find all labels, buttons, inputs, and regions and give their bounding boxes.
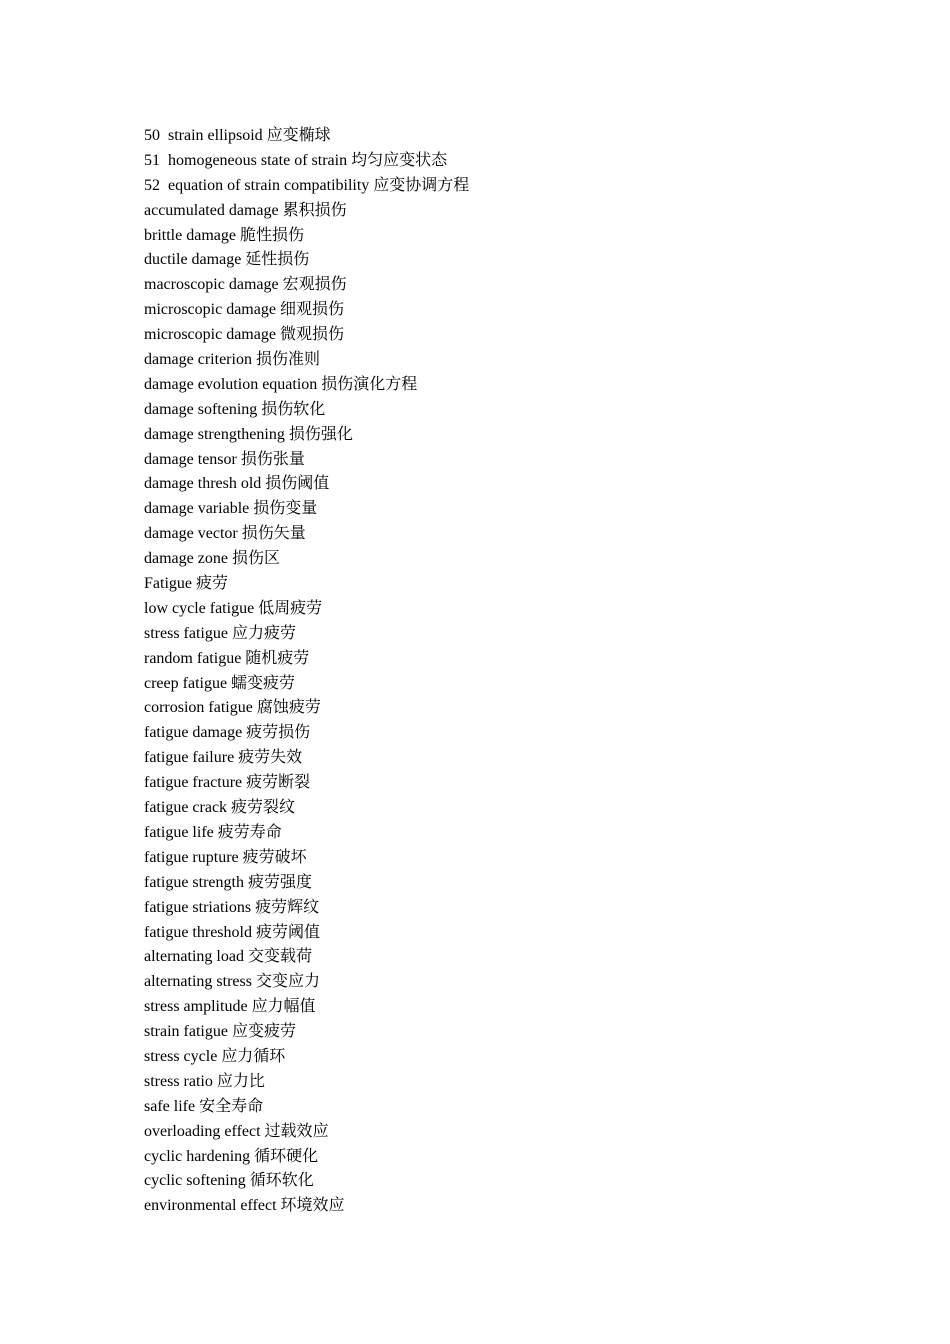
glossary-line: safe life 安全寿命	[144, 1097, 264, 1115]
glossary-line: overloading effect 过载效应	[144, 1122, 329, 1140]
glossary-line: 51 homogeneous state of strain 均匀应变状态	[144, 151, 448, 169]
glossary-line: alternating stress 交变应力	[144, 973, 320, 991]
glossary-line: stress ratio 应力比	[144, 1072, 265, 1090]
glossary-line: 52 equation of strain compatibility 应变协调方程	[144, 176, 470, 194]
glossary-line: accumulated damage 累积损伤	[144, 201, 347, 219]
glossary-line: Fatigue 疲劳	[144, 575, 228, 593]
glossary-line: cyclic hardening 循环硬化	[144, 1147, 319, 1165]
glossary-line: fatigue fracture 疲劳断裂	[144, 774, 311, 792]
glossary-line: stress fatigue 应力疲劳	[144, 624, 296, 642]
glossary-line: brittle damage 脆性损伤	[144, 226, 304, 244]
glossary-line: macroscopic damage 宏观损伤	[144, 276, 347, 294]
glossary-line: fatigue life 疲劳寿命	[144, 823, 282, 841]
glossary-line: damage strengthening 损伤强化	[144, 425, 353, 443]
glossary-line: alternating load 交变载荷	[144, 948, 312, 966]
glossary-line: 50 strain ellipsoid 应变椭球	[144, 127, 331, 144]
glossary-line: fatigue failure 疲劳失效	[144, 749, 303, 767]
glossary-line: cyclic softening 循环软化	[144, 1172, 314, 1190]
glossary-line: fatigue threshold 疲劳阈值	[144, 923, 320, 941]
glossary-line: microscopic damage 微观损伤	[144, 326, 344, 344]
glossary-line: stress amplitude 应力幅值	[144, 998, 316, 1016]
glossary-line: strain fatigue 应变疲劳	[144, 1023, 296, 1041]
glossary-line: stress cycle 应力循环	[144, 1047, 286, 1065]
glossary-line: microscopic damage 细观损伤	[144, 301, 344, 319]
glossary-line: fatigue rupture 疲劳破坏	[144, 848, 307, 866]
glossary-line: fatigue strength 疲劳强度	[144, 873, 312, 891]
glossary-line: damage criterion 损伤准则	[144, 351, 320, 369]
glossary-line: random fatigue 随机疲劳	[144, 649, 310, 667]
glossary-line: fatigue striations 疲劳辉纹	[144, 898, 320, 916]
glossary-line: damage thresh old 损伤阈值	[144, 475, 330, 493]
glossary-line: low cycle fatigue 低周疲劳	[144, 599, 323, 617]
glossary-line: damage softening 损伤软化	[144, 400, 326, 418]
glossary-line: creep fatigue 蠕变疲劳	[144, 674, 296, 692]
glossary-line: environmental effect 环境效应	[144, 1197, 345, 1215]
glossary-line: damage zone 损伤区	[144, 550, 280, 568]
glossary-line: damage tensor 损伤张量	[144, 450, 305, 468]
glossary-term-list	[144, 124, 469, 1219]
glossary-line: corrosion fatigue 腐蚀疲劳	[144, 699, 321, 717]
glossary-line: damage evolution equation 损伤演化方程	[144, 375, 418, 393]
glossary-line: fatigue damage 疲劳损伤	[144, 724, 311, 742]
glossary-line: ductile damage 延性损伤	[144, 251, 310, 269]
glossary-line: damage vector 损伤矢量	[144, 525, 306, 543]
glossary-line: damage variable 损伤变量	[144, 500, 318, 518]
glossary-line: fatigue crack 疲劳裂纹	[144, 799, 296, 817]
